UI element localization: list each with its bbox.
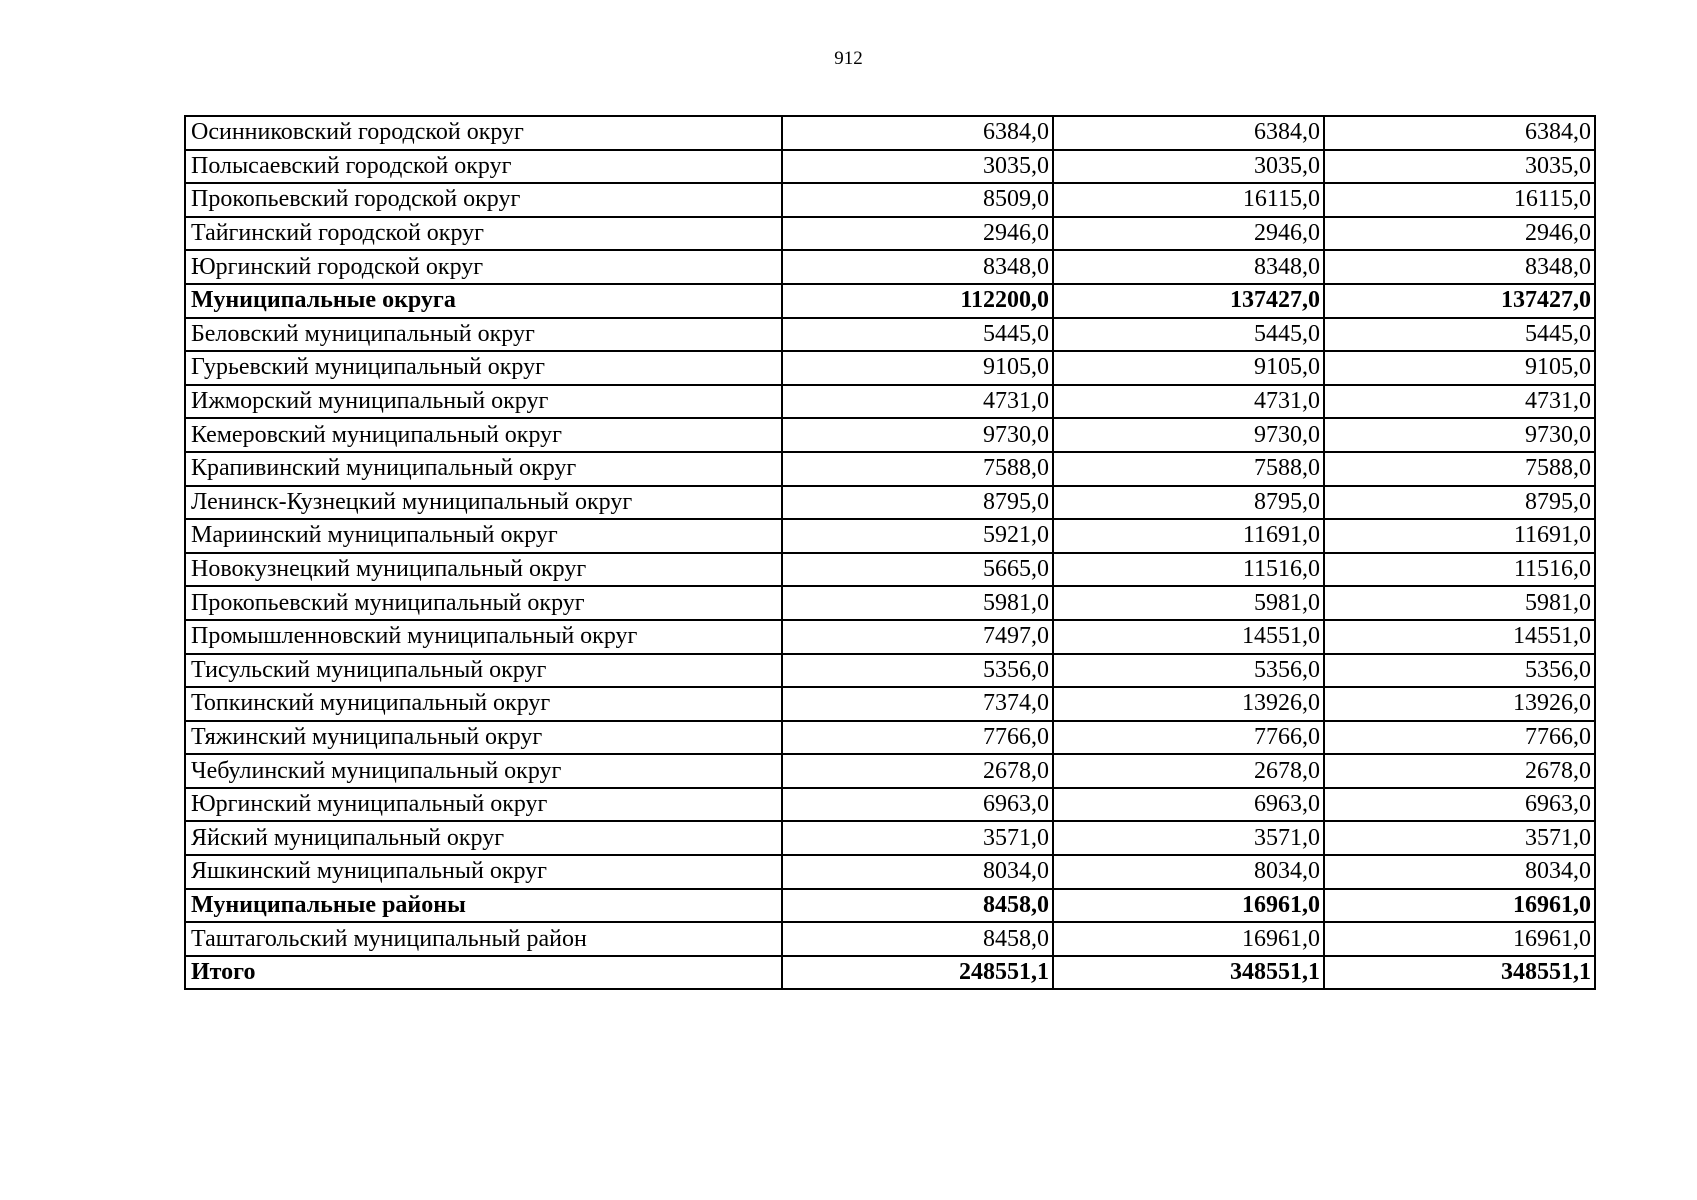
- row-name-cell: Полысаевский городской округ: [185, 150, 782, 184]
- row-name-cell: Крапивинский муниципальный округ: [185, 452, 782, 486]
- row-name-cell: Чебулинский муниципальный округ: [185, 754, 782, 788]
- row-value-2-cell: 5445,0: [1053, 318, 1324, 352]
- table-row: [185, 217, 1595, 251]
- row-name-cell: Кемеровский муниципальный округ: [185, 418, 782, 452]
- row-value-2-cell: 5356,0: [1053, 654, 1324, 688]
- row-name-cell: Яйский муниципальный округ: [185, 821, 782, 855]
- row-value-3-cell: 16961,0: [1324, 889, 1595, 923]
- row-value-3-cell: 8795,0: [1324, 486, 1595, 520]
- row-name-cell: Ижморский муниципальный округ: [185, 385, 782, 419]
- row-value-1-cell: 112200,0: [782, 284, 1053, 318]
- row-name-cell: Итого: [185, 956, 782, 990]
- row-value-3-cell: 16115,0: [1324, 183, 1595, 217]
- row-value-2-cell: 6384,0: [1053, 116, 1324, 150]
- table-row: [185, 116, 1595, 150]
- row-value-1-cell: 8458,0: [782, 889, 1053, 923]
- table-row: [185, 553, 1595, 587]
- row-value-3-cell: 7588,0: [1324, 452, 1595, 486]
- row-value-2-cell: 11691,0: [1053, 519, 1324, 553]
- table-row: [185, 486, 1595, 520]
- row-name-cell: Гурьевский муниципальный округ: [185, 351, 782, 385]
- row-value-1-cell: 5665,0: [782, 553, 1053, 587]
- row-value-1-cell: 3571,0: [782, 821, 1053, 855]
- row-value-1-cell: 8458,0: [782, 922, 1053, 956]
- row-value-1-cell: 8348,0: [782, 250, 1053, 284]
- row-value-2-cell: 5981,0: [1053, 586, 1324, 620]
- row-value-1-cell: 8509,0: [782, 183, 1053, 217]
- row-value-1-cell: 5445,0: [782, 318, 1053, 352]
- row-name-cell: Тяжинский муниципальный округ: [185, 721, 782, 755]
- row-value-2-cell: 137427,0: [1053, 284, 1324, 318]
- row-value-1-cell: 9105,0: [782, 351, 1053, 385]
- table-row: [185, 687, 1595, 721]
- table-row: [185, 654, 1595, 688]
- row-name-cell: Прокопьевский городской округ: [185, 183, 782, 217]
- row-value-2-cell: 8348,0: [1053, 250, 1324, 284]
- row-value-3-cell: 6384,0: [1324, 116, 1595, 150]
- table-row: [185, 586, 1595, 620]
- row-name-cell: Промышленновский муниципальный округ: [185, 620, 782, 654]
- row-name-cell: Прокопьевский муниципальный округ: [185, 586, 782, 620]
- row-value-1-cell: 8795,0: [782, 486, 1053, 520]
- table-row: [185, 351, 1595, 385]
- row-value-1-cell: 248551,1: [782, 956, 1053, 990]
- table-row: [185, 922, 1595, 956]
- row-value-3-cell: 348551,1: [1324, 956, 1595, 990]
- row-name-cell: Муниципальные округа: [185, 284, 782, 318]
- row-value-3-cell: 2678,0: [1324, 754, 1595, 788]
- row-value-3-cell: 5445,0: [1324, 318, 1595, 352]
- row-value-3-cell: 7766,0: [1324, 721, 1595, 755]
- row-value-1-cell: 8034,0: [782, 855, 1053, 889]
- row-value-2-cell: 14551,0: [1053, 620, 1324, 654]
- row-value-3-cell: 9105,0: [1324, 351, 1595, 385]
- table-row: [185, 620, 1595, 654]
- table-row-total: [185, 956, 1595, 990]
- row-value-2-cell: 16961,0: [1053, 889, 1324, 923]
- row-value-3-cell: 8034,0: [1324, 855, 1595, 889]
- table-row: [185, 418, 1595, 452]
- row-value-3-cell: 8348,0: [1324, 250, 1595, 284]
- row-value-3-cell: 6963,0: [1324, 788, 1595, 822]
- row-value-1-cell: 2946,0: [782, 217, 1053, 251]
- table-body: [185, 116, 1595, 989]
- row-value-1-cell: 7374,0: [782, 687, 1053, 721]
- row-value-1-cell: 7766,0: [782, 721, 1053, 755]
- row-value-2-cell: 8034,0: [1053, 855, 1324, 889]
- row-value-3-cell: 11691,0: [1324, 519, 1595, 553]
- table-row: [185, 385, 1595, 419]
- row-value-2-cell: 6963,0: [1053, 788, 1324, 822]
- table-row-total: [185, 889, 1595, 923]
- row-value-1-cell: 4731,0: [782, 385, 1053, 419]
- row-value-2-cell: 16961,0: [1053, 922, 1324, 956]
- row-name-cell: Таштагольский муниципальный район: [185, 922, 782, 956]
- table-row: [185, 721, 1595, 755]
- row-value-1-cell: 9730,0: [782, 418, 1053, 452]
- row-name-cell: Беловский муниципальный округ: [185, 318, 782, 352]
- row-value-1-cell: 3035,0: [782, 150, 1053, 184]
- budget-table: [184, 115, 1596, 990]
- row-value-1-cell: 6963,0: [782, 788, 1053, 822]
- row-value-1-cell: 6384,0: [782, 116, 1053, 150]
- row-name-cell: Осинниковский городской округ: [185, 116, 782, 150]
- row-value-2-cell: 3571,0: [1053, 821, 1324, 855]
- row-value-2-cell: 3035,0: [1053, 150, 1324, 184]
- row-value-2-cell: 11516,0: [1053, 553, 1324, 587]
- table-row: [185, 183, 1595, 217]
- table-row: [185, 855, 1595, 889]
- row-value-3-cell: 14551,0: [1324, 620, 1595, 654]
- row-name-cell: Мариинский муниципальный округ: [185, 519, 782, 553]
- row-value-2-cell: 2946,0: [1053, 217, 1324, 251]
- row-value-3-cell: 3571,0: [1324, 821, 1595, 855]
- row-name-cell: Юргинский городской округ: [185, 250, 782, 284]
- row-name-cell: Топкинский муниципальный округ: [185, 687, 782, 721]
- row-value-1-cell: 5981,0: [782, 586, 1053, 620]
- row-value-2-cell: 8795,0: [1053, 486, 1324, 520]
- row-value-3-cell: 11516,0: [1324, 553, 1595, 587]
- row-value-3-cell: 13926,0: [1324, 687, 1595, 721]
- row-value-3-cell: 9730,0: [1324, 418, 1595, 452]
- row-value-1-cell: 2678,0: [782, 754, 1053, 788]
- table-row-total: [185, 284, 1595, 318]
- row-value-2-cell: 9105,0: [1053, 351, 1324, 385]
- row-value-3-cell: 4731,0: [1324, 385, 1595, 419]
- row-value-1-cell: 5356,0: [782, 654, 1053, 688]
- row-value-3-cell: 3035,0: [1324, 150, 1595, 184]
- row-name-cell: Новокузнецкий муниципальный округ: [185, 553, 782, 587]
- row-value-1-cell: 5921,0: [782, 519, 1053, 553]
- row-value-3-cell: 2946,0: [1324, 217, 1595, 251]
- row-name-cell: Яшкинский муниципальный округ: [185, 855, 782, 889]
- row-value-3-cell: 137427,0: [1324, 284, 1595, 318]
- row-value-2-cell: 7588,0: [1053, 452, 1324, 486]
- row-value-2-cell: 4731,0: [1053, 385, 1324, 419]
- table-row: [185, 519, 1595, 553]
- page-number: 912: [834, 48, 863, 69]
- row-value-2-cell: 13926,0: [1053, 687, 1324, 721]
- row-value-2-cell: 2678,0: [1053, 754, 1324, 788]
- table-row: [185, 250, 1595, 284]
- table-row: [185, 452, 1595, 486]
- row-value-2-cell: 9730,0: [1053, 418, 1324, 452]
- row-name-cell: Тайгинский городской округ: [185, 217, 782, 251]
- row-value-2-cell: 16115,0: [1053, 183, 1324, 217]
- table-row: [185, 318, 1595, 352]
- row-name-cell: Юргинский муниципальный округ: [185, 788, 782, 822]
- table-row: [185, 754, 1595, 788]
- row-value-1-cell: 7588,0: [782, 452, 1053, 486]
- table-row: [185, 150, 1595, 184]
- table-row: [185, 788, 1595, 822]
- row-name-cell: Тисульский муниципальный округ: [185, 654, 782, 688]
- row-value-2-cell: 7766,0: [1053, 721, 1324, 755]
- row-name-cell: Муниципальные районы: [185, 889, 782, 923]
- row-value-3-cell: 5981,0: [1324, 586, 1595, 620]
- row-name-cell: Ленинск-Кузнецкий муниципальный округ: [185, 486, 782, 520]
- row-value-3-cell: 16961,0: [1324, 922, 1595, 956]
- row-value-1-cell: 7497,0: [782, 620, 1053, 654]
- row-value-3-cell: 5356,0: [1324, 654, 1595, 688]
- row-value-2-cell: 348551,1: [1053, 956, 1324, 990]
- table-row: [185, 821, 1595, 855]
